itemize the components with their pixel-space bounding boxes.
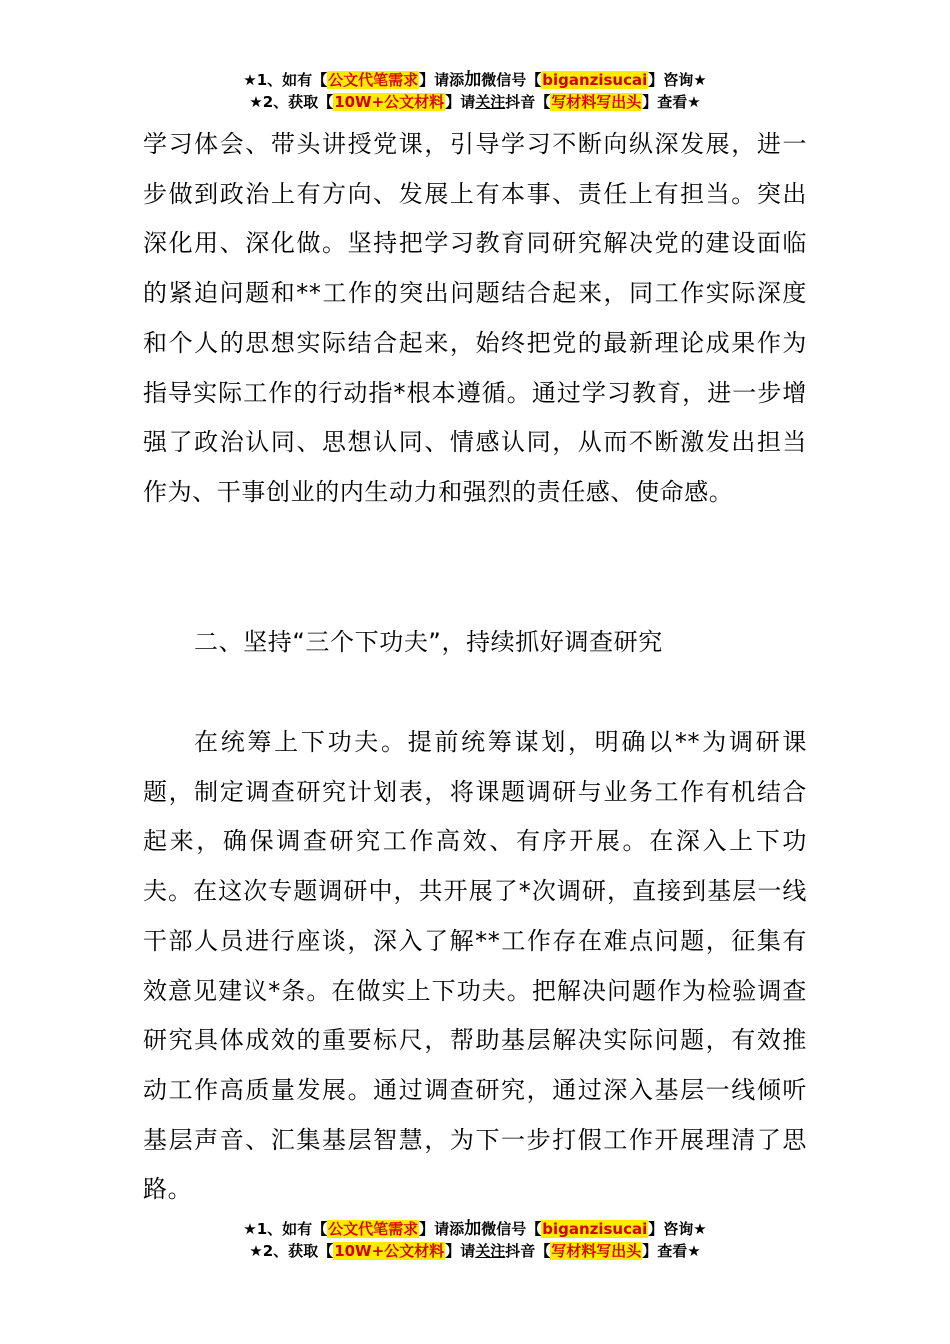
- highlight-service: 公文代笔需求: [328, 71, 419, 89]
- highlight-materials: 10W+公文材料: [334, 1242, 445, 1260]
- banner-line-1: [0, 1218, 950, 1240]
- banner-text: ★2、获取【: [249, 93, 334, 111]
- banner-text: 微信号【: [481, 71, 542, 89]
- banner-text: ★2、获取【: [249, 1242, 334, 1260]
- highlight-materials: 10W+公文材料: [334, 93, 445, 111]
- section-1-paragraph: 学习体会、带头讲授党课，引导学习不断向纵深发展，进一步做到政治上有方向、发展上有本事、责任上有担当。突出深化用、深化做。坚持把学习教育同研究解决党的建设面临的紧迫问题和**工作的突出问题结合起来，同工作实际深度和个人的思想实际结合起来，始终把党的最新理论成果作为指导实际工作的行动指*根本遵循。通过学习教育，进一步增强了政治认同、思想认同、情感认同，从而不断激发出担当作为、干事创业的内生动力和强烈的责任感、使命感。: [143, 130, 807, 506]
- highlight-service: 公文代笔需求: [328, 1220, 419, 1238]
- banner-text: 抖音【: [505, 93, 551, 111]
- banner-text: 】查看★: [642, 93, 701, 111]
- banner-line-2: [0, 91, 950, 113]
- banner-text: 关注: [475, 1242, 506, 1260]
- banner-text: 加: [464, 1219, 482, 1239]
- banner-text: 】请: [445, 1242, 476, 1260]
- highlight-douyin: 写材料写出头: [551, 93, 642, 111]
- banner-line-1: [0, 69, 950, 91]
- banner-text: 】咨询★: [648, 1220, 707, 1238]
- banner-text: 】咨询★: [648, 71, 707, 89]
- top-banner: [0, 69, 950, 113]
- section-1: [143, 120, 807, 518]
- banner-text: ★1、如有【: [243, 71, 328, 89]
- banner-text: 】请: [445, 93, 476, 111]
- banner-line-2: [0, 1240, 950, 1262]
- highlight-wechat-id: biganzisucai: [542, 1220, 648, 1238]
- section-2: [143, 718, 807, 1215]
- highlight-wechat-id: biganzisucai: [542, 71, 648, 89]
- banner-text: 关注: [475, 93, 506, 111]
- banner-text: ★1、如有【: [243, 1220, 328, 1238]
- banner-text: 加: [464, 70, 482, 90]
- banner-text: 】请添: [419, 1220, 465, 1238]
- banner-text: 抖音【: [505, 1242, 551, 1260]
- banner-text: 微信号【: [481, 1220, 542, 1238]
- highlight-douyin: 写材料写出头: [551, 1242, 642, 1260]
- section-2-paragraph: 在统筹上下功夫。提前统筹谋划，明确以**为调研课题，制定调查研究计划表，将课题调研与业务工作有机结合起来，确保调查研究工作高效、有序开展。在深入上下功夫。在这次专题调研中，共开展了*次调研，直接到基层一线干部人员进行座谈，深入了解**工作存在难点问题，征集有效意见建议*条。在做实上下功夫。把解决问题作为检验调查研究具体成效的重要标尺，帮助基层解决实际问题，有效推动工作高质量发展。通过调查研究，通过深入基层一线倾听基层声音、汇集基层智慧，为下一步打假工作开展理清了思路。: [143, 728, 807, 1204]
- bottom-banner: [0, 1218, 950, 1262]
- banner-text: 】请添: [419, 71, 465, 89]
- section-2-heading: 二、坚持“三个下功夫”，持续抓好调查研究: [194, 628, 663, 656]
- banner-text: 】查看★: [642, 1242, 701, 1260]
